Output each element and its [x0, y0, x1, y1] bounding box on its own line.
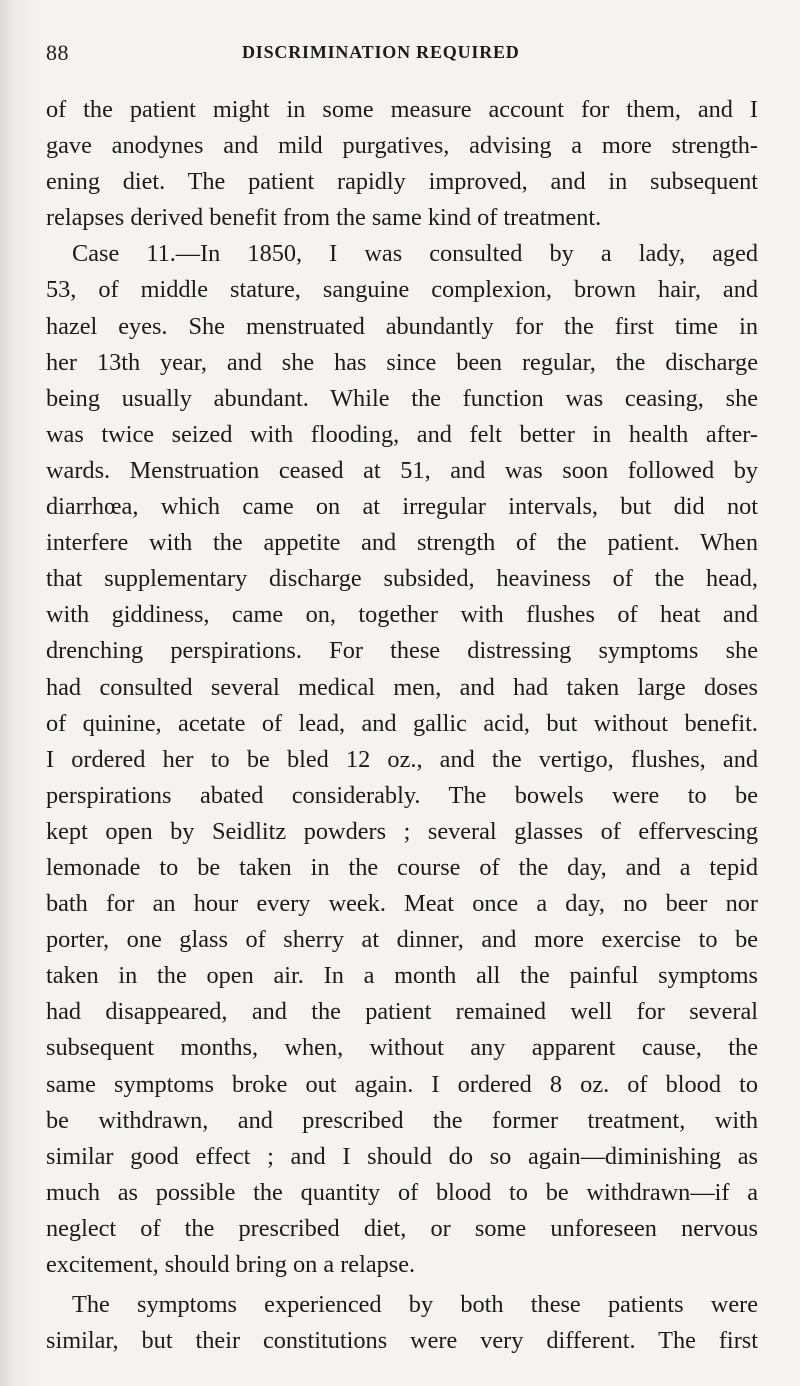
text-line: perspirations abated considerably. The bowels were to be	[46, 781, 758, 809]
text-line: bath for an hour every week. Meat once a day, no beer nor	[46, 890, 758, 918]
text-line: neglect of the prescribed diet, or some unforeseen nervous	[46, 1214, 758, 1242]
text-line: porter, one glass of sherry at dinner, and more exercise to be	[46, 926, 758, 954]
running-head: DISCRIMINATION REQUIRED	[242, 42, 520, 62]
text-line: much as possible the quantity of blood to be withdrawn—if a	[46, 1178, 758, 1206]
text-line: had disappeared, and the patient remained well for several	[46, 998, 758, 1026]
text-line: kept open by Seidlitz powders ; several glasses of effervescing	[46, 817, 758, 845]
text-line: gave anodynes and mild purgatives, advising a more strength-	[46, 132, 758, 160]
text-line: wards. Menstruation ceased at 51, and was soon followed by	[46, 456, 758, 484]
text-line: same symptoms broke out again. I ordered 8 oz. of blood to	[46, 1070, 758, 1098]
text-line: similar, but their constitutions were very different. The first	[46, 1327, 758, 1355]
text-line: had consulted several medical men, and had taken large doses	[46, 673, 758, 701]
text-line: I ordered her to be bled 12 oz., and the vertigo, flushes, and	[46, 745, 758, 773]
text-line: of the patient might in some measure account for them, and I	[46, 96, 758, 123]
text-line: was twice seized with flooding, and felt better in health after-	[46, 420, 758, 448]
text-line: subsequent months, when, without any apparent cause, the	[46, 1034, 758, 1062]
text-line: 53, of middle stature, sanguine complexion, brown hair, and	[46, 276, 758, 304]
text-line: her 13th year, and she has since been regular, the discharge	[46, 348, 758, 376]
body-text	[46, 92, 758, 1359]
text-line: drenching perspirations. For these distressing symptoms she	[46, 637, 758, 665]
text-line: that supplementary discharge subsided, heaviness of the head,	[46, 565, 758, 593]
text-line: relapses derived benefit from the same kind of treatment.	[46, 204, 602, 232]
text-line: similar good effect ; and I should do so again—diminishing as	[46, 1142, 758, 1170]
case-heading-line: Case 11.—In 1850, I was consulted by a lady, aged	[72, 240, 758, 268]
text-line: ening diet. The patient rapidly improved, and in subsequent	[46, 168, 758, 196]
page-number: 88	[46, 40, 69, 65]
text-line: diarrhœa, which came on at irregular intervals, but did not	[46, 493, 758, 521]
text-line: with giddiness, came on, together with flushes of heat and	[46, 601, 758, 629]
text-line: hazel eyes. She menstruated abundantly for the first time in	[46, 312, 758, 340]
text-line: The symptoms experienced by both these patients were	[72, 1291, 758, 1319]
text-line: taken in the open air. In a month all the painful symptoms	[46, 962, 758, 990]
text-line: lemonade to be taken in the course of the day, and a tepid	[46, 853, 758, 881]
text-line: be withdrawn, and prescribed the former treatment, with	[46, 1106, 758, 1134]
text-line: excitement, should bring on a relapse.	[46, 1251, 416, 1278]
page-header	[46, 40, 756, 74]
text-line: interfere with the appetite and strength of the patient. When	[46, 529, 758, 557]
text-line: of quinine, acetate of lead, and gallic acid, but without benefit.	[46, 709, 758, 737]
text-line: being usually abundant. While the function was ceasing, she	[46, 384, 758, 412]
